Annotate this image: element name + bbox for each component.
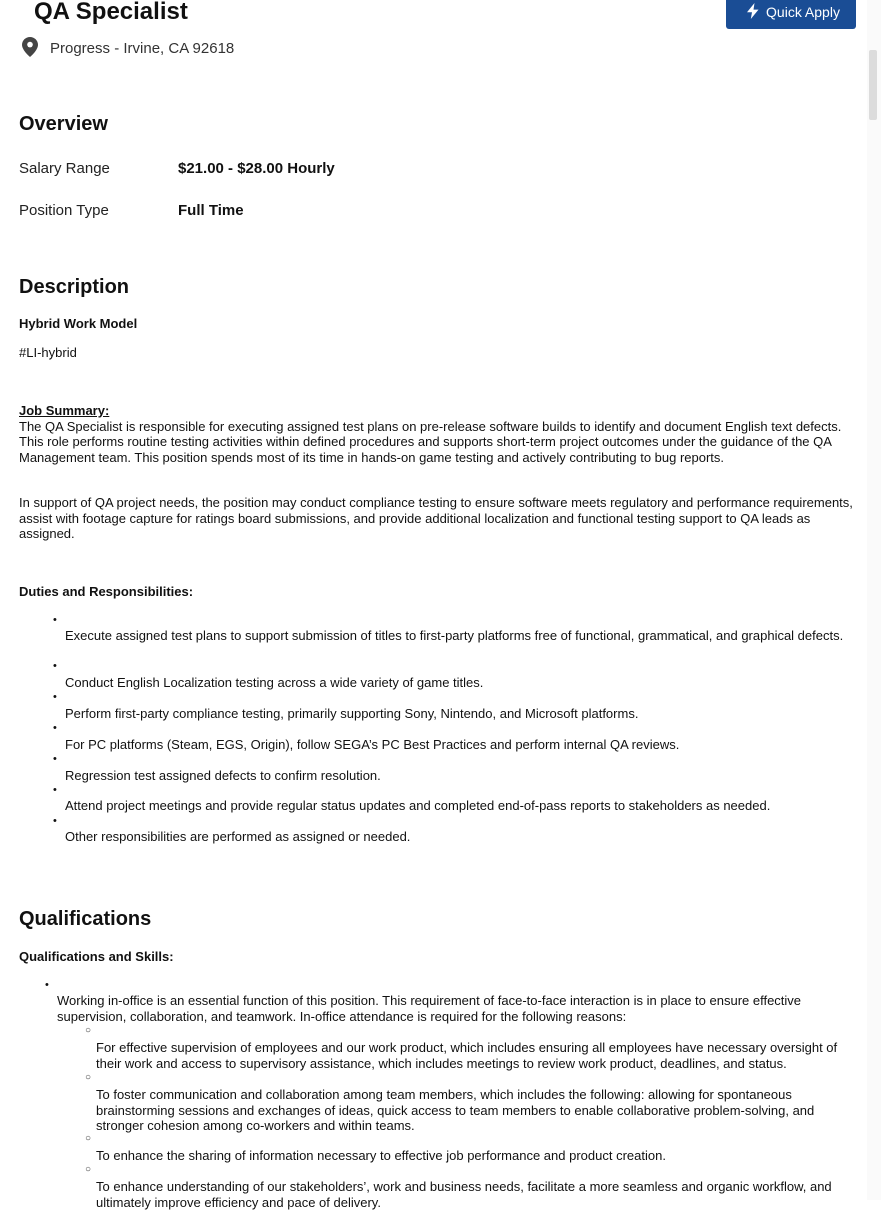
position-type-label: Position Type <box>19 202 109 219</box>
skills-heading: Qualifications and Skills: <box>19 949 174 964</box>
job-summary-label: Job Summary: <box>19 403 110 418</box>
duty-item: Execute assigned test plans to support submission of titles to first-party platforms free of functional, grammatical, and graphical defects. <box>65 628 844 643</box>
qualification-sub-item: To enhance the sharing of information necessary to effective job performance and product creation. <box>96 1148 666 1163</box>
qualifications-heading: Qualifications <box>19 908 152 930</box>
scrollbar[interactable] <box>867 0 881 1200</box>
position-type-value: Full Time <box>178 202 244 219</box>
bullet-icon: • <box>53 753 57 765</box>
bullet-icon: • <box>53 614 57 626</box>
job-summary-text: The QA Specialist is responsible for executing assigned test plans on pre-release software builds to identify and document English text defects. This role performs routine testing activities within defined procedures and supports short-term project outcomes under the guidance of the QA Management team. This position spends most of its time in hands-on game testing and actively contributing to bug reports. <box>19 418 842 465</box>
support-paragraph: In support of QA project needs, the position may conduct compliance testing to ensure software meets regulatory and performance requirements, assist with footage capture for ratings board submissions, and provide additional localization and functional testing support to QA leads as assigned. <box>19 495 853 541</box>
duty-item: Perform first-party compliance testing, primarily supporting Sony, Nintendo, and Microsoft platforms. <box>65 706 639 721</box>
bullet-icon: • <box>45 979 49 991</box>
qualification-sub-item: To foster communication and collaboration among team members, which includes the following: allowing for spontaneous brainstorming sessions and exchanges of ideas, quick access to team members to enable collaborative problem-solving, and stronger cohesion among co-workers and within teams. <box>96 1087 815 1133</box>
circle-bullet-icon: ○ <box>85 1133 92 1144</box>
scrollbar-thumb[interactable] <box>869 50 877 120</box>
bullet-icon: • <box>53 815 57 827</box>
duty-item: Other responsibilities are performed as assigned or needed. <box>65 829 411 844</box>
duty-item: Conduct English Localization testing across a wide variety of game titles. <box>65 675 484 690</box>
qualification-sub-item: To enhance understanding of our stakeholders’, work and business needs, facilitate a more seamless and organic workflow, and ultimately improve efficiency and pace of delivery. <box>96 1179 832 1210</box>
circle-bullet-icon: ○ <box>85 1164 92 1175</box>
bullet-icon: • <box>53 784 57 796</box>
circle-bullet-icon: ○ <box>85 1072 92 1083</box>
salary-range-value: $21.00 - $28.00 Hourly <box>178 160 335 177</box>
qualification-item: Working in-office is an essential function of this position. This requirement of face-to-face interaction is in place to ensure effective supervision, collaboration, and teamwork. In-office attendance is required for the following reasons: <box>57 993 802 1024</box>
location-pin-icon <box>22 37 38 57</box>
job-summary <box>19 403 859 465</box>
qualification-sub-item: For effective supervision of employees and our work product, which includes ensuring all employees have necessary oversight of their work and access to supervisory assistance, which includes meetings to review work product, deadlines, and status. <box>96 1040 838 1071</box>
circle-bullet-icon: ○ <box>85 1025 92 1036</box>
bullet-icon: • <box>53 660 57 672</box>
quick-apply-label: Quick Apply <box>766 4 840 20</box>
hashtag-text: #LI-hybrid <box>19 345 77 360</box>
job-title: QA Specialist <box>34 0 188 25</box>
duty-item: Attend project meetings and provide regular status updates and completed end-of-pass reports to stakeholders as needed. <box>65 798 771 813</box>
duties-heading: Duties and Responsibilities: <box>19 584 194 599</box>
bullet-icon: • <box>53 722 57 734</box>
duty-item: Regression test assigned defects to confirm resolution. <box>65 768 381 783</box>
quick-apply-button[interactable] <box>726 0 856 29</box>
work-model-label: Hybrid Work Model <box>19 316 138 331</box>
description-heading: Description <box>19 276 130 298</box>
lightning-icon <box>744 2 762 23</box>
bullet-icon: • <box>53 691 57 703</box>
salary-range-label: Salary Range <box>19 160 110 177</box>
overview-heading: Overview <box>19 113 108 135</box>
job-location: Progress - Irvine, CA 92618 <box>50 40 235 57</box>
duty-item: For PC platforms (Steam, EGS, Origin), follow SEGA’s PC Best Practices and perform internal QA reviews. <box>65 737 680 752</box>
